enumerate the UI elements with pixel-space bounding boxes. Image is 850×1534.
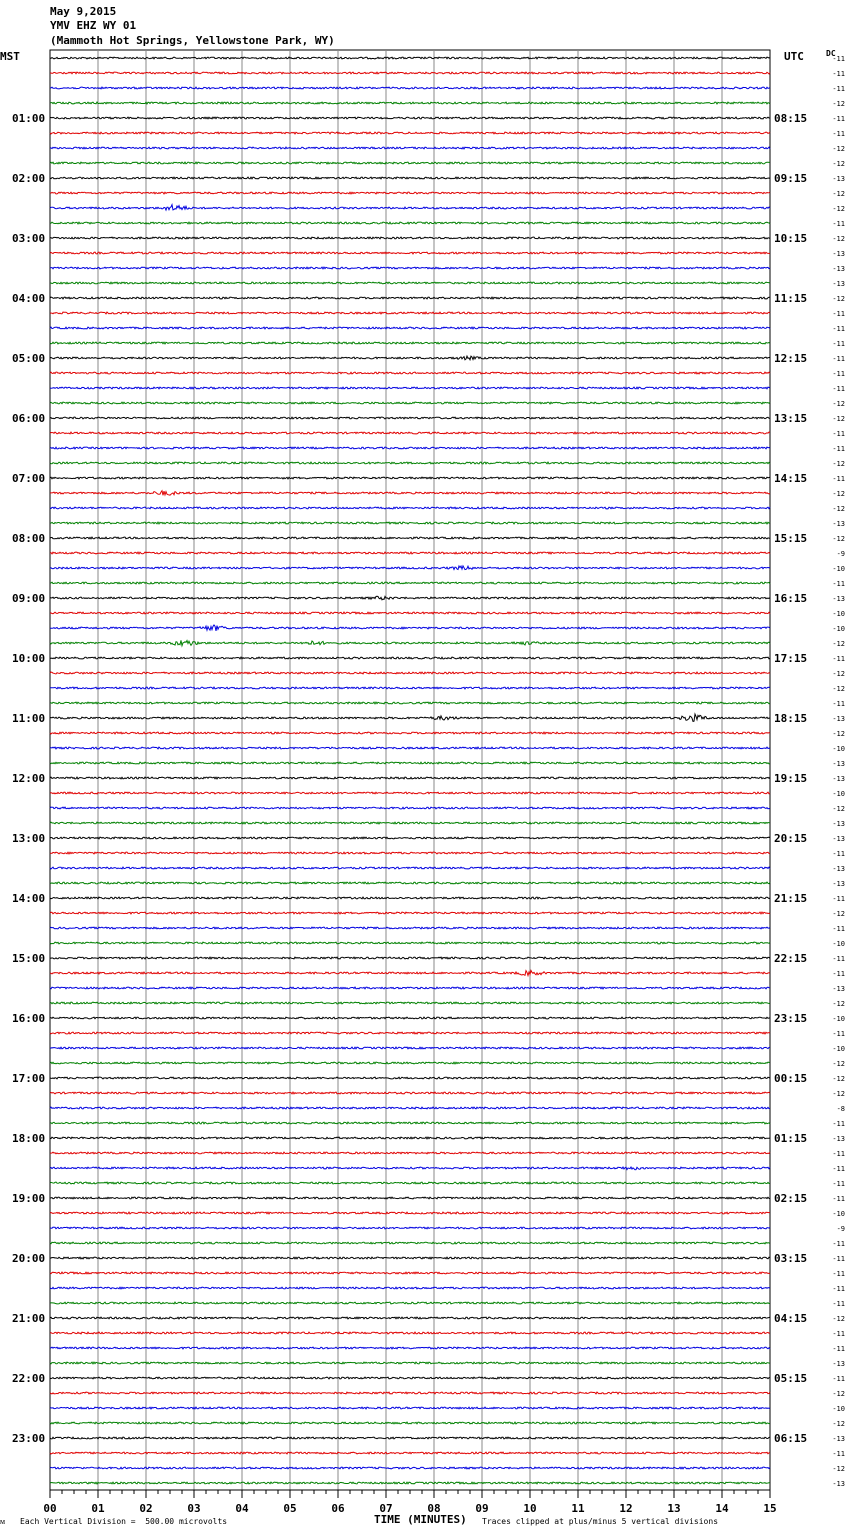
- trace-row: [50, 1002, 770, 1004]
- trace-row: [50, 1062, 770, 1064]
- dc-offset-label: -13: [832, 265, 845, 273]
- right-hour-label: 12:15: [774, 352, 808, 365]
- trace-row: [50, 897, 770, 899]
- x-tick-label: 13: [667, 1502, 681, 1515]
- trace-row: [50, 987, 770, 989]
- left-hour-label: 12:00: [12, 772, 46, 785]
- dc-offset-label: -12: [832, 1390, 845, 1398]
- trace-row: [50, 372, 770, 374]
- dc-offset-label: -13: [832, 175, 845, 183]
- trace-row: [50, 1032, 770, 1034]
- right-hour-label: 13:15: [774, 412, 808, 425]
- dc-offset-label: -13: [832, 1360, 845, 1368]
- logo-mark: ᴍ: [0, 1517, 6, 1526]
- trace-row: [50, 177, 770, 179]
- dc-offset-label: -10: [832, 790, 845, 798]
- trace-row: [50, 1182, 770, 1184]
- dc-offset-label: -10: [832, 1210, 845, 1218]
- trace-row: [50, 205, 770, 210]
- trace-row: [50, 837, 770, 839]
- right-hour-label: 23:15: [774, 1012, 808, 1025]
- dc-offset-label: -13: [832, 775, 845, 783]
- trace-row: [50, 162, 770, 164]
- trace-row: [50, 1332, 770, 1334]
- trace-row: [50, 625, 770, 631]
- left-hour-label: 22:00: [12, 1372, 46, 1385]
- dc-offset-label: -11: [832, 445, 845, 453]
- right-hour-label: 00:15: [774, 1072, 808, 1085]
- trace-row: [50, 1422, 770, 1424]
- dc-offset-label: -13: [832, 1435, 845, 1443]
- dc-offset-label: -11: [832, 1450, 845, 1458]
- dc-offset-label: -10: [832, 565, 845, 573]
- right-hour-label: 14:15: [774, 472, 808, 485]
- dc-offset-label: -11: [832, 1150, 845, 1158]
- dc-offset-label: -12: [832, 1465, 845, 1473]
- trace-row: [50, 1152, 770, 1154]
- dc-offset-label: -12: [832, 145, 845, 153]
- dc-offset-label: -12: [832, 400, 845, 408]
- dc-offset-label: -13: [832, 880, 845, 888]
- trace-row: [50, 222, 770, 224]
- left-hour-label: 08:00: [12, 532, 46, 545]
- trace-row: [50, 657, 770, 659]
- left-hour-label: 10:00: [12, 652, 46, 665]
- dc-offset-label: -11: [832, 925, 845, 933]
- trace-row: [50, 777, 770, 779]
- chart-location: (Mammoth Hot Springs, Yellowstone Park, WY): [50, 34, 335, 47]
- right-hour-label: 21:15: [774, 892, 808, 905]
- dc-offset-label: -12: [832, 805, 845, 813]
- dc-offset-label: -12: [832, 295, 845, 303]
- trace-row: [50, 1212, 770, 1214]
- trace-row: [50, 1137, 770, 1139]
- dc-offset-label: -12: [832, 490, 845, 498]
- trace-row: [50, 1242, 770, 1244]
- right-hour-label: 10:15: [774, 232, 808, 245]
- trace-row: [50, 1197, 770, 1199]
- x-tick-label: 10: [523, 1502, 537, 1515]
- right-hour-label: 05:15: [774, 1372, 808, 1385]
- trace-row: [50, 462, 770, 464]
- left-hour-label: 09:00: [12, 592, 46, 605]
- trace-row: [50, 612, 770, 614]
- dc-offset-label: -12: [832, 1000, 845, 1008]
- dc-offset-label: -11: [832, 430, 845, 438]
- trace-row: [50, 1092, 770, 1094]
- trace-row: [50, 747, 770, 749]
- dc-offset-label: -12: [832, 160, 845, 168]
- x-tick-label: 01: [91, 1502, 105, 1515]
- trace-row: [50, 1227, 770, 1229]
- dc-offset-label: -12: [832, 1060, 845, 1068]
- dc-offset-label: -12: [832, 670, 845, 678]
- trace-row: [50, 417, 770, 419]
- trace-row: [50, 1122, 770, 1124]
- dc-offset-label: -8: [836, 1105, 845, 1113]
- dc-offset-label: -13: [832, 595, 845, 603]
- left-hour-label: 13:00: [12, 832, 46, 845]
- trace-row: [50, 957, 770, 959]
- trace-row: [50, 117, 770, 119]
- left-hour-label: 15:00: [12, 952, 46, 965]
- trace-row: [50, 702, 770, 704]
- dc-offset-label: -13: [832, 280, 845, 288]
- trace-row: [50, 1377, 770, 1379]
- dc-offset-label: -11: [832, 475, 845, 483]
- dc-offset-label: -9: [836, 550, 845, 558]
- trace-row: [50, 402, 770, 404]
- x-axis-title: TIME (MINUTES): [374, 1513, 467, 1526]
- left-hour-label: 03:00: [12, 232, 46, 245]
- dc-offset-label: -11: [832, 1240, 845, 1248]
- trace-row: [50, 432, 770, 434]
- trace-row: [50, 252, 770, 254]
- dc-offset-label: -12: [832, 640, 845, 648]
- right-hour-label: 08:15: [774, 112, 808, 125]
- dc-offset-label: -11: [832, 1375, 845, 1383]
- right-hour-label: 22:15: [774, 952, 808, 965]
- trace-row: [50, 537, 770, 539]
- dc-offset-label: -11: [832, 580, 845, 588]
- x-tick-label: 03: [187, 1502, 201, 1515]
- trace-row: [50, 882, 770, 884]
- trace-row: [50, 1272, 770, 1274]
- dc-offset-label: -11: [832, 340, 845, 348]
- dc-offset-label: -11: [832, 310, 845, 318]
- right-hour-label: 04:15: [774, 1312, 808, 1325]
- right-hour-label: 16:15: [774, 592, 808, 605]
- dc-offset-label: -13: [832, 985, 845, 993]
- left-hour-label: 02:00: [12, 172, 46, 185]
- dc-offset-label: -13: [832, 1135, 845, 1143]
- x-tick-label: 06: [331, 1502, 345, 1515]
- dc-offset-label: -12: [832, 235, 845, 243]
- right-hour-label: 11:15: [774, 292, 808, 305]
- left-hour-label: 01:00: [12, 112, 46, 125]
- dc-offset-label: -11: [832, 1345, 845, 1353]
- dc-offset-label: -13: [832, 250, 845, 258]
- dc-offset-label: -13: [832, 835, 845, 843]
- dc-offset-label: -11: [832, 1030, 845, 1038]
- trace-row: [50, 1437, 770, 1439]
- trace-row: [50, 132, 770, 134]
- trace-row: [50, 477, 770, 479]
- trace-row: [50, 582, 770, 584]
- dc-offset-label: -11: [832, 1195, 845, 1203]
- trace-row: [50, 491, 770, 496]
- trace-row: [50, 342, 770, 344]
- x-tick-label: 00: [43, 1502, 57, 1515]
- dc-offset-label: -11: [832, 85, 845, 93]
- trace-row: [50, 87, 770, 89]
- trace-row: [50, 807, 770, 809]
- trace-row: [50, 267, 770, 269]
- trace-row: [50, 387, 770, 389]
- trace-row: [50, 714, 770, 721]
- dc-offset-label: -10: [832, 1405, 845, 1413]
- dc-offset-label: -12: [832, 1315, 845, 1323]
- right-hour-label: 09:15: [774, 172, 808, 185]
- dc-offset-label: -12: [832, 1420, 845, 1428]
- trace-row: [50, 822, 770, 824]
- right-hour-label: 20:15: [774, 832, 808, 845]
- dc-offset-label: -11: [832, 1285, 845, 1293]
- trace-row: [50, 312, 770, 314]
- dc-offset-label: -11: [832, 130, 845, 138]
- trace-row: [50, 971, 770, 976]
- trace-row: [50, 1392, 770, 1394]
- dc-offset-label: -11: [832, 385, 845, 393]
- trace-row: [50, 102, 770, 104]
- trace-row: [50, 1407, 770, 1409]
- right-hour-label: 06:15: [774, 1432, 808, 1445]
- x-tick-label: 09: [475, 1502, 489, 1515]
- dc-offset-label: -11: [832, 970, 845, 978]
- left-hour-label: 21:00: [12, 1312, 46, 1325]
- left-hour-label: 23:00: [12, 1432, 46, 1445]
- left-hour-label: 18:00: [12, 1132, 46, 1145]
- dc-offset-label: -11: [832, 55, 845, 63]
- dc-offset-label: -12: [832, 205, 845, 213]
- dc-offset-label: -13: [832, 760, 845, 768]
- trace-row: [50, 942, 770, 944]
- dc-offset-label: -11: [832, 355, 845, 363]
- x-tick-label: 05: [283, 1502, 297, 1515]
- trace-row: [50, 1167, 770, 1170]
- dc-offset-label: -11: [832, 1330, 845, 1338]
- trace-row: [50, 1107, 770, 1109]
- right-hour-label: 19:15: [774, 772, 808, 785]
- clip-note: Traces clipped at plus/minus 5 vertical divisions: [482, 1517, 719, 1526]
- trace-row: [50, 72, 770, 74]
- trace-row: [50, 57, 770, 59]
- trace-row: [50, 927, 770, 929]
- left-hour-label: 14:00: [12, 892, 46, 905]
- dc-offset-label: -11: [832, 220, 845, 228]
- trace-row: [50, 672, 770, 674]
- x-tick-label: 15: [763, 1502, 777, 1515]
- right-timezone-label: UTC: [784, 50, 804, 63]
- trace-row: [50, 237, 770, 239]
- dc-offset-label: -11: [832, 1180, 845, 1188]
- dc-offset-label: -11: [832, 850, 845, 858]
- dc-offset-label: -11: [832, 115, 845, 123]
- left-hour-label: 17:00: [12, 1072, 46, 1085]
- dc-offset-label: -12: [832, 460, 845, 468]
- left-timezone-label: MST: [0, 50, 20, 63]
- trace-row: [50, 522, 770, 524]
- dc-offset-label: -12: [832, 685, 845, 693]
- dc-offset-label: -10: [832, 940, 845, 948]
- trace-row: [50, 1047, 770, 1049]
- dc-offset-label: -11: [832, 955, 845, 963]
- left-hour-label: 05:00: [12, 352, 46, 365]
- dc-offset-label: -10: [832, 610, 845, 618]
- trace-row: [50, 1467, 770, 1469]
- left-hour-label: 07:00: [12, 472, 46, 485]
- trace-row: [50, 1287, 770, 1289]
- dc-offset-label: -13: [832, 865, 845, 873]
- dc-offset-label: -12: [832, 1090, 845, 1098]
- left-hour-label: 06:00: [12, 412, 46, 425]
- x-tick-label: 14: [715, 1502, 729, 1515]
- dc-offset-label: -13: [832, 520, 845, 528]
- trace-row: [50, 640, 770, 645]
- trace-row: [50, 507, 770, 509]
- dc-offset-label: -11: [832, 1270, 845, 1278]
- dc-offset-label: -11: [832, 1120, 845, 1128]
- trace-row: [50, 1317, 770, 1319]
- trace-row: [50, 792, 770, 794]
- dc-offset-label: -10: [832, 1015, 845, 1023]
- dc-offset-label: -13: [832, 1480, 845, 1488]
- dc-offset-label: -13: [832, 820, 845, 828]
- right-hour-label: 02:15: [774, 1192, 808, 1205]
- trace-row: [50, 552, 770, 554]
- dc-offset-label: -13: [832, 715, 845, 723]
- right-hour-label: 01:15: [774, 1132, 808, 1145]
- x-tick-label: 04: [235, 1502, 249, 1515]
- trace-row: [50, 1302, 770, 1304]
- dc-offset-label: -12: [832, 190, 845, 198]
- dc-offset-label: -11: [832, 655, 845, 663]
- trace-row: [50, 192, 770, 194]
- dc-offset-label: -11: [832, 1165, 845, 1173]
- left-hour-label: 04:00: [12, 292, 46, 305]
- dc-offset-label: -10: [832, 625, 845, 633]
- x-tick-label: 08: [427, 1502, 441, 1515]
- right-hour-label: 18:15: [774, 712, 808, 725]
- trace-row: [50, 1017, 770, 1019]
- trace-row: [50, 1257, 770, 1259]
- trace-row: [50, 566, 770, 570]
- dc-offset-label: -11: [832, 700, 845, 708]
- trace-row: [50, 867, 770, 869]
- dc-offset-label: -12: [832, 730, 845, 738]
- left-hour-label: 11:00: [12, 712, 46, 725]
- right-hour-label: 15:15: [774, 532, 808, 545]
- trace-row: [50, 147, 770, 149]
- dc-header-label: DC: [826, 49, 836, 58]
- chart-station: YMV EHZ WY 01: [50, 19, 137, 32]
- dc-offset-label: -12: [832, 910, 845, 918]
- trace-row: [50, 327, 770, 329]
- dc-offset-label: -11: [832, 325, 845, 333]
- dc-offset-label: -11: [832, 1300, 845, 1308]
- trace-row: [50, 1452, 770, 1454]
- dc-offset-label: -10: [832, 1045, 845, 1053]
- trace-row: [50, 852, 770, 854]
- dc-offset-label: -12: [832, 535, 845, 543]
- scale-note: Each Vertical Division = 500.00 microvolts: [20, 1517, 228, 1526]
- dc-offset-label: -11: [832, 895, 845, 903]
- trace-row: [50, 762, 770, 764]
- x-tick-label: 07: [379, 1502, 393, 1515]
- right-hour-label: 17:15: [774, 652, 808, 665]
- x-tick-label: 12: [619, 1502, 633, 1515]
- trace-row: [50, 732, 770, 734]
- dc-offset-label: -12: [832, 415, 845, 423]
- dc-offset-label: -11: [832, 370, 845, 378]
- trace-row: [50, 1077, 770, 1079]
- trace-row: [50, 1482, 770, 1484]
- dc-offset-label: -9: [836, 1225, 845, 1233]
- trace-row: [50, 912, 770, 914]
- dc-offset-label: -11: [832, 1255, 845, 1263]
- trace-row: [50, 1347, 770, 1349]
- left-hour-label: 20:00: [12, 1252, 46, 1265]
- trace-row: [50, 282, 770, 284]
- x-tick-label: 02: [139, 1502, 153, 1515]
- dc-offset-label: -11: [832, 70, 845, 78]
- trace-row: [50, 297, 770, 299]
- trace-row: [50, 447, 770, 449]
- trace-row: [50, 687, 770, 689]
- right-hour-label: 03:15: [774, 1252, 808, 1265]
- dc-offset-label: -12: [832, 100, 845, 108]
- dc-offset-label: -12: [832, 505, 845, 513]
- x-tick-label: 11: [571, 1502, 585, 1515]
- chart-date: May 9,2015: [50, 5, 117, 18]
- trace-row: [50, 1362, 770, 1364]
- left-hour-label: 19:00: [12, 1192, 46, 1205]
- trace-row: [50, 596, 770, 600]
- dc-offset-label: -12: [832, 1075, 845, 1083]
- dc-offset-label: -10: [832, 745, 845, 753]
- left-hour-label: 16:00: [12, 1012, 46, 1025]
- trace-row: [50, 356, 770, 360]
